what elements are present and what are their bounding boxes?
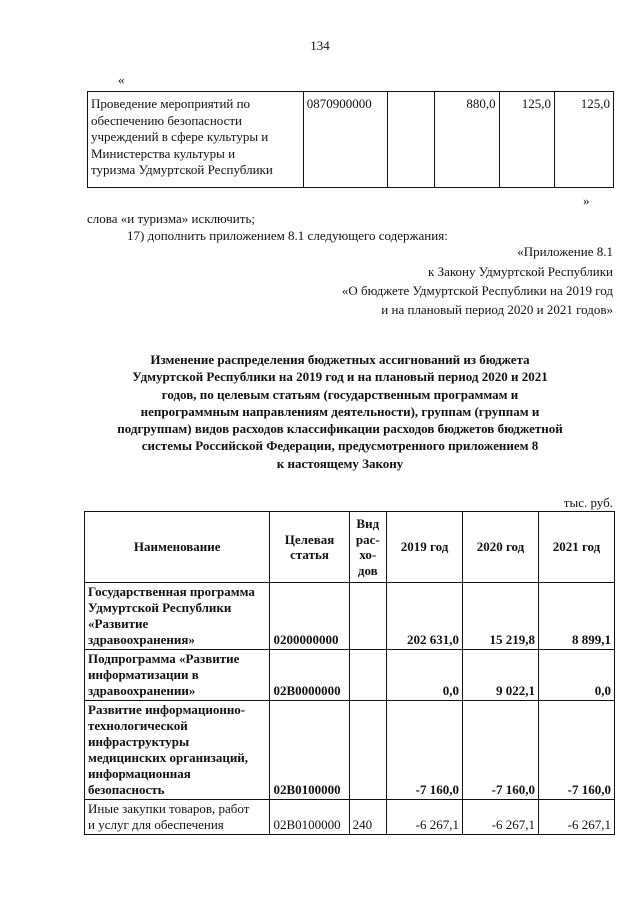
document-title — [70, 351, 610, 472]
units-label: тыс. руб. — [563, 495, 613, 510]
name-line: здравоохранении» — [88, 683, 196, 698]
header-line: хо- — [359, 547, 377, 562]
table-row — [85, 583, 615, 650]
name-line: «Развитие — [88, 616, 149, 631]
table-row — [85, 650, 615, 701]
value-2019: -7 160,0 — [387, 701, 463, 800]
header-2019: 2019 год — [387, 512, 463, 583]
header-line: рас- — [355, 531, 380, 547]
row-name — [85, 800, 270, 835]
title-line: непрограммным направлениям деятельности), группам (группам и — [140, 403, 540, 419]
name-line: здравоохранения» — [88, 632, 195, 647]
title-line: годов, по целевым статьям (государственным программам и — [161, 386, 519, 402]
expense-type — [349, 650, 386, 701]
annex-line: «О бюджете Удмуртской Республики на 2019 год — [341, 283, 613, 298]
value-2021: 0,0 — [538, 650, 614, 701]
name-line: учреждений в сфере культуры и — [91, 129, 269, 144]
name-line: инфраструктуры — [88, 734, 190, 749]
header-2020: 2020 год — [463, 512, 539, 583]
expense-type: 240 — [349, 800, 386, 835]
value-2020: -6 267,1 — [463, 800, 539, 835]
paragraph-exclude: слова «и туризма» исключить; — [87, 211, 255, 226]
name-line: Государственная программа — [88, 584, 255, 599]
title-line: подгруппам) видов расходов классификации расходов бюджетов бюджетной — [117, 421, 563, 437]
value-2019: -6 267,1 — [387, 800, 463, 835]
value-2021: -7 160,0 — [538, 701, 614, 800]
header-line: Целевая — [284, 531, 335, 547]
expense-type — [349, 701, 386, 800]
name-line: информатизации в — [88, 667, 199, 682]
name-line: Проведение мероприятий по — [91, 96, 251, 111]
name-line: Подпрограмма «Развитие — [88, 651, 240, 666]
title-line: Изменение распределения бюджетных ассигнований из бюджета — [150, 352, 530, 367]
value-2020: 15 219,8 — [463, 583, 539, 650]
name-line: Министерства культуры и — [91, 145, 236, 161]
value-2020: 125,0 — [499, 92, 554, 188]
header-line: дов — [357, 562, 378, 578]
header-2021: 2021 год — [538, 512, 614, 583]
value-2021: -6 267,1 — [538, 800, 614, 835]
value-2019: 0,0 — [387, 650, 463, 701]
value-2019: 880,0 — [435, 92, 500, 188]
closing-quote: » — [583, 193, 590, 208]
title-line: Удмуртской Республики на 2019 год и на плановый период 2020 и 2021 — [132, 369, 548, 385]
target-code: 0870900000 — [303, 92, 387, 188]
value-2020: 9 022,1 — [463, 650, 539, 701]
value-2021: 125,0 — [554, 92, 613, 188]
name-line: и услуг для обеспечения — [88, 817, 224, 832]
paragraph-supplement: 17) дополнить приложением 8.1 следующего содержания: — [127, 228, 448, 243]
title-line: к настоящему Закону — [276, 455, 404, 471]
title-line: системы Российской Федерации, предусмотренного приложением 8 — [141, 438, 539, 454]
value-2019: 202 631,0 — [387, 583, 463, 650]
expense-type — [349, 583, 386, 650]
opening-quote: « — [118, 72, 125, 87]
name-line: безопасность — [88, 782, 165, 797]
table-row — [85, 701, 615, 800]
name-line: медицинских организаций, — [88, 750, 249, 765]
header-line: Вид — [356, 516, 380, 531]
page-number: 134 — [310, 38, 330, 53]
name-line: туризма Удмуртской Республики — [91, 162, 273, 177]
header-line: статья — [290, 547, 329, 562]
annex-line: и на плановый период 2020 и 2021 годов» — [381, 302, 613, 317]
table-header-row — [85, 512, 615, 583]
name-line: Удмуртской Республики — [88, 600, 232, 615]
row-name — [88, 92, 304, 188]
annex-line: к Закону Удмуртской Республики — [428, 264, 613, 279]
value-2021: 8 899,1 — [538, 583, 614, 650]
value-2020: -7 160,0 — [463, 701, 539, 800]
header-name: Наименование — [85, 512, 270, 583]
target-code: 0200000000 — [270, 583, 349, 650]
header-vid — [349, 512, 386, 583]
name-line: технологической — [88, 718, 188, 733]
header-code — [270, 512, 349, 583]
budget-table — [84, 511, 615, 835]
target-code: 02В0100000 — [270, 800, 349, 835]
table-row — [85, 800, 615, 835]
row-name — [85, 701, 270, 800]
target-code: 02В0100000 — [270, 701, 349, 800]
table-row — [88, 92, 614, 188]
amendment-table — [87, 91, 614, 188]
row-name — [85, 650, 270, 701]
name-line: информационная — [88, 766, 191, 781]
row-name — [85, 583, 270, 650]
expense-type — [387, 92, 434, 188]
target-code: 02В0000000 — [270, 650, 349, 701]
name-line: Иные закупки товаров, работ — [88, 801, 250, 816]
name-line: обеспечению безопасности — [91, 112, 243, 128]
name-line: Развитие информационно- — [88, 702, 246, 717]
annex-line: «Приложение 8.1 — [517, 244, 613, 259]
